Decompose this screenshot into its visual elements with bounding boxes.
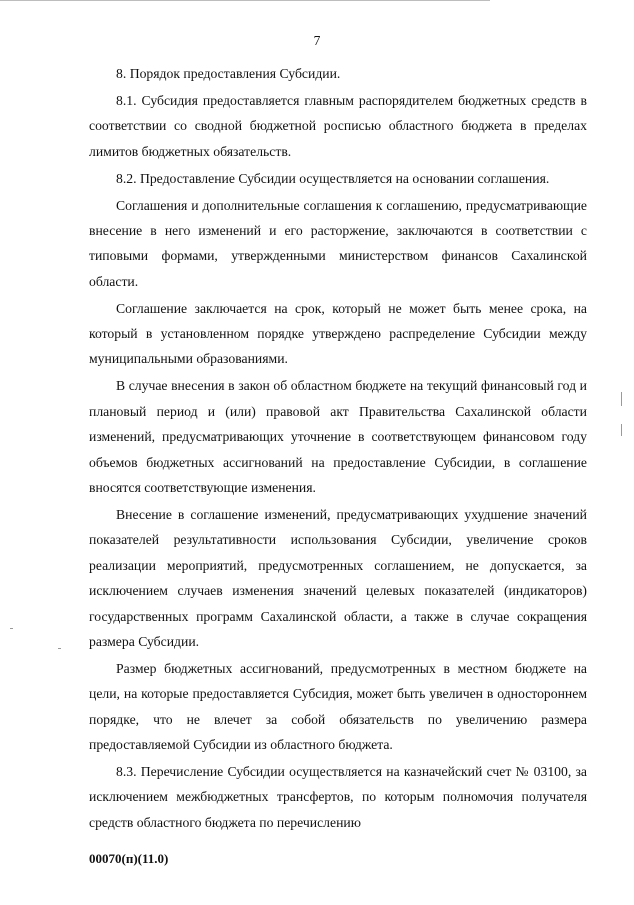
scan-margin-mark: [621, 424, 622, 436]
paragraph-budget-changes: В случае внесения в закон об областном бюджете на текущий финансовый год и плановый период и (или) правовой акт Правительства Сахалинской области изменений, предусматривающих уточнение в соответствующем финансовом году объемов бюджетных ассигнований на предоставление Субсидии, в соглашение вносятся соответствующие изменения.: [89, 378, 587, 495]
paragraph-agreement-term: Соглашение заключается на срок, который не может быть менее срока, на который в установленном порядке утверждено распределение Субсидии между муниципальными образованиями.: [89, 300, 587, 367]
document-body: [89, 61, 587, 837]
paragraph-allocation-size: Размер бюджетных ассигнований, предусмотренных в местном бюджете на цели, на которые предоставляется Субсидия, может быть увеличен в одностороннем порядке, что не влечет за собой обязательств по увеличению размера предоставляемой Субсидии из областного бюджета.: [89, 660, 587, 753]
scan-margin-mark: [621, 392, 622, 406]
document-code: 00070(п)(11.0): [89, 851, 169, 866]
paragraph-agreements: Соглашения и дополнительные соглашения к соглашению, предусматривающие внесение в него изменений и его расторжение, заключаются в соответствии с типовыми формами, утвержденными министерством финансов Сахалинской области.: [89, 197, 587, 289]
section-heading: 8. Порядок предоставления Субсидии.: [116, 66, 341, 81]
paragraph-8-2: 8.2. Предоставление Субсидии осуществляется на основании соглашения.: [116, 170, 550, 186]
scan-speck: [58, 648, 61, 649]
top-edge-rule: [0, 0, 490, 1]
scan-speck: [10, 628, 13, 629]
paragraph-8-1: 8.1. Субсидия предоставляется главным распорядителем бюджетных средств в соответствии со сводной бюджетной росписью областного бюджета в пределах лимитов бюджетных обязательств.: [89, 92, 587, 159]
paragraph-amendments: Внесение в соглашение изменений, предусматривающих ухудшение значений показателей результативности использования Субсидии, увеличение сроков реализации мероприятий, предусмотренных соглашением, не допускается, за исключением случаев изменения значений целевых показателей (индикаторов) государственных программ Сахалинской области, а также в случае сокращения размера Субсидии.: [89, 506, 587, 649]
paragraph-8-3: 8.3. Перечисление Субсидии осуществляется на казначейский счет № 03100, за исключением межбюджетных трансфертов, по которым полномочия получателя средств областного бюджета по перечислению: [89, 763, 587, 830]
page-number: 7: [313, 33, 321, 48]
